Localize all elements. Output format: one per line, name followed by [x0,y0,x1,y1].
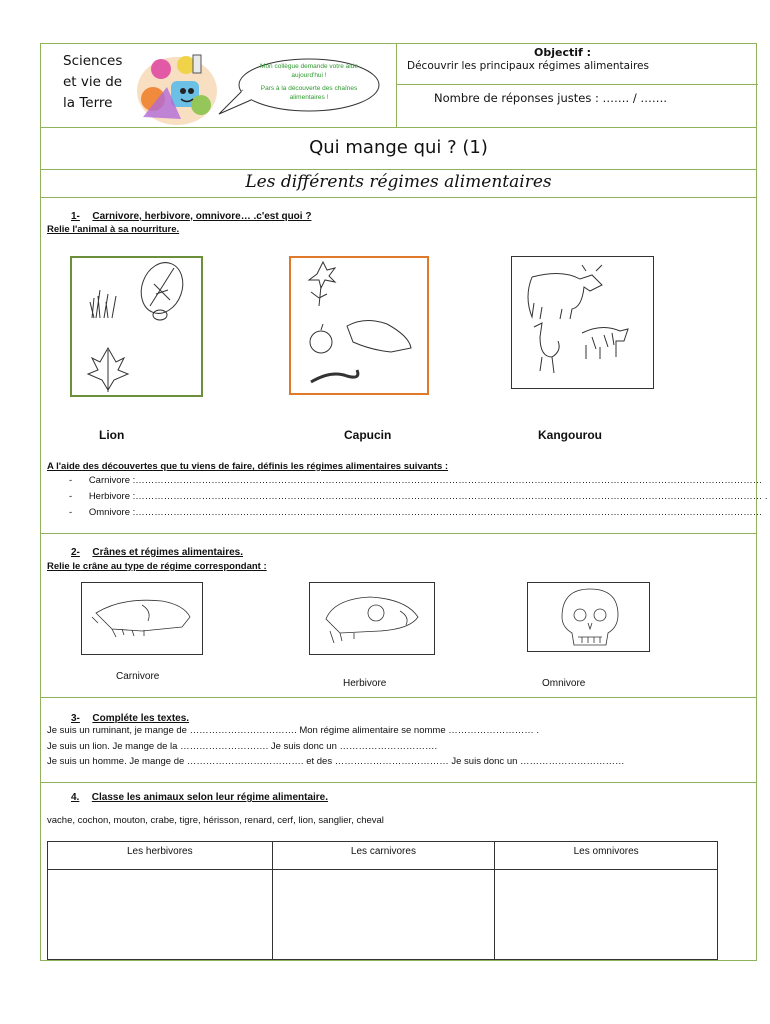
herbivores-answer-cell[interactable] [48,870,273,960]
scientist-mascot-illustration [131,47,223,127]
column-header-carnivores: Les carnivores [272,842,495,870]
brand-line: Sciences [63,53,123,69]
fill-in-line-lion[interactable]: Je suis un lion. Je mange de la ………………………. Je suis donc un …………………………. [47,741,438,752]
section2-instruction: Relie le crâne au type de régime correspondant : [47,561,267,572]
section1-header [71,206,311,224]
animal-label-capucin: Capucin [344,428,392,442]
classification-table [47,841,718,960]
section3-bottom-line [41,782,756,783]
fill-in-line-ruminant[interactable]: Je suis un ruminant, je mange de ……………………………. Mon régime alimentaire se nomme ……………………… . [47,725,540,736]
section-number: 4. [71,792,80,803]
human-skull-drawing [528,583,649,651]
skull-label-omnivore: Omnivore [542,678,586,689]
animals-prey-box[interactable] [511,256,654,389]
plants-drawing [72,258,201,395]
bullet: - [69,475,73,486]
skull-label-herbivore: Herbivore [343,678,387,689]
section-number: 3- [71,713,80,724]
herbivore-skull-box[interactable] [309,582,435,655]
title-bottom-line [41,169,756,170]
define-line-carnivore[interactable]: Carnivore :……………………………………………………………………………………………………………………………………………………………………………… [88,475,763,486]
animal-list: vache, cochon, mouton, crabe, tigre, hérisson, renard, cerf, lion, sanglier, cheval [47,815,384,826]
define-row [69,475,762,486]
animal-label-kangourou: Kangourou [538,428,602,442]
fill-in-line-homme[interactable]: Je suis un homme. Je mange de ………………………………. et des ……………………………… Je suis donc un …………………………… [47,756,625,767]
skull-label-carnivore: Carnivore [116,671,160,682]
carnivore-skull-box[interactable] [81,582,203,655]
omnivore-food-box[interactable] [289,256,429,395]
section-heading: Carnivore, herbivore, omnivore… .c'est quoi ? [92,211,312,222]
bullet: - [69,491,73,502]
animal-label-lion: Lion [99,428,125,442]
herbivore-food-box[interactable] [70,256,203,397]
section1-bottom-line [41,533,756,534]
column-header-herbivores: Les herbivores [48,842,273,870]
section-heading: Classe les animaux selon leur régime alimentaire. [91,792,329,803]
omnivores-answer-cell[interactable] [495,870,718,960]
section2-bottom-line [41,697,756,698]
objective-title: Objectif : [534,46,592,59]
worksheet [40,43,768,961]
section4-header [71,787,328,805]
define-row [69,491,768,502]
section-number: 1- [71,211,80,222]
objective-text: Découvrir les principaux régimes alimentaires [407,60,649,72]
bubble-line-2: Pars à la découverte des chaînes alimentaires ! [260,85,358,101]
define-row [69,507,762,518]
page-title: Qui mange qui ? (1) [309,137,488,158]
column-header-omnivores: Les omnivores [495,842,718,870]
mixed-food-drawing [291,258,427,393]
section2-header [71,542,243,560]
section-heading: Compléte les textes. [92,713,190,724]
score-line: Nombre de réponses justes : ……. / ……. [434,91,667,105]
brand-line: et vie de [63,74,123,90]
brand-line: la Terre [63,95,113,111]
section-number: 2- [71,547,80,558]
bubble-line-1: Mon collègue demande votre aide aujourd'hui ! [260,63,358,79]
subtitle-bottom-line [41,197,756,198]
omnivore-skull-box[interactable] [527,582,650,652]
bullet: - [69,507,73,518]
define-instruction: A l'aide des découvertes que tu viens de faire, définis les régimes alimentaires suivants : [47,461,449,472]
define-line-omnivore[interactable]: Omnivore :……………………………………………………………………………………………………………………………………………………………………………… [88,507,763,518]
herbivore-skull-drawing [310,583,434,654]
carnivores-answer-cell[interactable] [272,870,495,960]
section-heading: Crânes et régimes alimentaires. [92,547,243,558]
section3-header [71,708,189,726]
header-divider [396,44,397,127]
objective-divider [396,84,758,85]
carnivore-skull-drawing [82,583,202,654]
prey-animals-drawing [512,257,652,387]
header-bottom-line [41,127,756,128]
section1-instruction: Relie l'animal à sa nourriture. [47,224,180,235]
define-line-herbivore[interactable]: Herbivore :……………………………………………………………………………………………………………………………………………………………………………… . [88,491,768,502]
page-subtitle: Les différents régimes alimentaires [245,172,552,192]
brand-block [63,51,122,114]
